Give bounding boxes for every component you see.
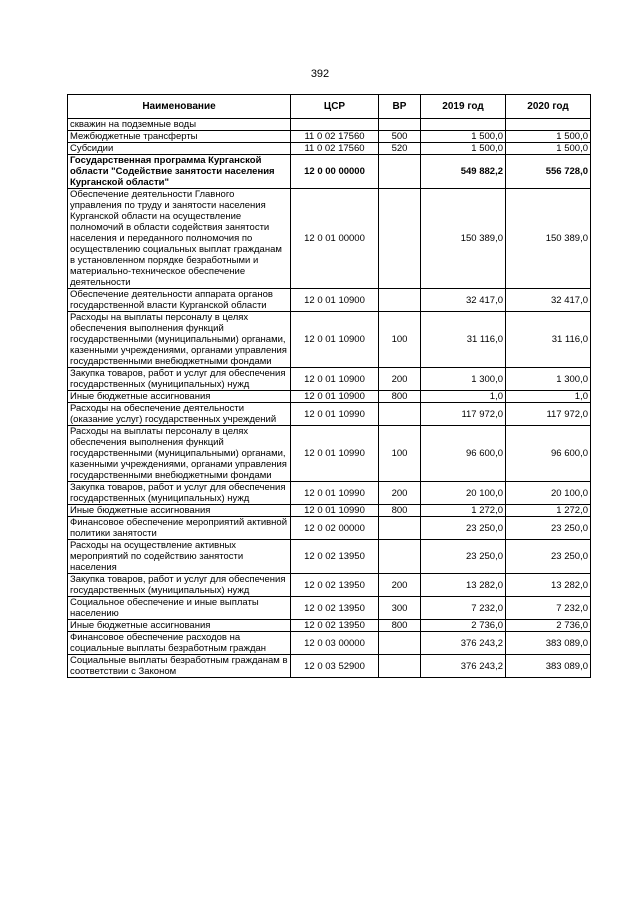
row-2020-cell: 1,0 xyxy=(506,391,591,403)
row-2020-cell: 7 232,0 xyxy=(506,597,591,620)
row-csr-cell: 12 0 01 10900 xyxy=(291,312,379,368)
table-row xyxy=(68,312,591,368)
header-2019: 2019 год xyxy=(421,95,506,119)
row-2019-cell: 96 600,0 xyxy=(421,426,506,482)
row-name-cell: Межбюджетные трансферты xyxy=(68,131,291,143)
row-csr-cell: 12 0 02 13950 xyxy=(291,597,379,620)
row-2020-cell: 1 300,0 xyxy=(506,368,591,391)
header-csr: ЦСР xyxy=(291,95,379,119)
row-2020-cell: 383 089,0 xyxy=(506,632,591,655)
header-2020: 2020 год xyxy=(506,95,591,119)
row-name-cell: Социальные выплаты безработным гражданам в соответствии с Законом xyxy=(68,655,291,678)
row-vr-cell: 300 xyxy=(379,597,421,620)
table-row xyxy=(68,517,591,540)
row-2020-cell: 150 389,0 xyxy=(506,189,591,289)
row-name-cell: скважин на подземные воды xyxy=(68,119,291,131)
row-csr-cell: 12 0 01 10990 xyxy=(291,403,379,426)
table-row xyxy=(68,289,591,312)
row-csr-cell: 12 0 00 00000 xyxy=(291,155,379,189)
row-vr-cell: 800 xyxy=(379,505,421,517)
row-vr-cell: 520 xyxy=(379,143,421,155)
row-name-cell: Расходы на выплаты персоналу в целях обеспечения выполнения функций государственными (муниципальными) органами, казенными учреждениями, органами управления государственными внебюджетными фондами xyxy=(68,426,291,482)
row-2019-cell: 150 389,0 xyxy=(421,189,506,289)
row-2019-cell: 1,0 xyxy=(421,391,506,403)
table-row xyxy=(68,620,591,632)
table-row xyxy=(68,403,591,426)
row-2020-cell: 383 089,0 xyxy=(506,655,591,678)
row-name-cell: Субсидии xyxy=(68,143,291,155)
table-row xyxy=(68,540,591,574)
row-name-cell: Расходы на осуществление активных мероприятий по содействию занятости населения xyxy=(68,540,291,574)
row-name-cell: Финансовое обеспечение мероприятий активной политики занятости xyxy=(68,517,291,540)
row-2019-cell: 1 500,0 xyxy=(421,143,506,155)
row-csr-cell: 12 0 03 52900 xyxy=(291,655,379,678)
row-vr-cell: 200 xyxy=(379,574,421,597)
table-row xyxy=(68,391,591,403)
row-2020-cell: 23 250,0 xyxy=(506,517,591,540)
header-name: Наименование xyxy=(68,95,291,119)
table-row xyxy=(68,189,591,289)
row-2019-cell: 1 272,0 xyxy=(421,505,506,517)
row-2020-cell: 1 500,0 xyxy=(506,143,591,155)
table-row xyxy=(68,597,591,620)
budget-table xyxy=(67,94,591,678)
row-2019-cell: 23 250,0 xyxy=(421,540,506,574)
page-number: 392 xyxy=(310,68,330,80)
row-2019-cell: 1 500,0 xyxy=(421,131,506,143)
row-csr-cell: 11 0 02 17560 xyxy=(291,131,379,143)
row-name-cell: Социальное обеспечение и иные выплаты населению xyxy=(68,597,291,620)
row-name-cell: Иные бюджетные ассигнования xyxy=(68,391,291,403)
row-2019-cell: 20 100,0 xyxy=(421,482,506,505)
row-csr-cell: 12 0 01 10990 xyxy=(291,482,379,505)
row-csr-cell: 12 0 03 00000 xyxy=(291,632,379,655)
row-2019-cell: 549 882,2 xyxy=(421,155,506,189)
table-row xyxy=(68,505,591,517)
header-vr: ВР xyxy=(379,95,421,119)
row-2019-cell: 376 243,2 xyxy=(421,655,506,678)
row-csr-cell: 12 0 02 00000 xyxy=(291,517,379,540)
row-2020-cell: 13 282,0 xyxy=(506,574,591,597)
table-row xyxy=(68,632,591,655)
row-2019-cell: 23 250,0 xyxy=(421,517,506,540)
row-vr-cell xyxy=(379,517,421,540)
row-2020-cell: 556 728,0 xyxy=(506,155,591,189)
row-2019-cell: 31 116,0 xyxy=(421,312,506,368)
row-2020-cell xyxy=(506,119,591,131)
row-2020-cell: 117 972,0 xyxy=(506,403,591,426)
row-name-cell: Закупка товаров, работ и услуг для обеспечения государственных (муниципальных) нужд xyxy=(68,368,291,391)
row-2020-cell: 1 272,0 xyxy=(506,505,591,517)
row-name-cell: Закупка товаров, работ и услуг для обеспечения государственных (муниципальных) нужд xyxy=(68,574,291,597)
row-csr-cell: 12 0 01 10990 xyxy=(291,505,379,517)
row-2020-cell: 32 417,0 xyxy=(506,289,591,312)
table-row xyxy=(68,426,591,482)
row-vr-cell: 200 xyxy=(379,482,421,505)
row-vr-cell: 800 xyxy=(379,391,421,403)
table-body xyxy=(68,119,591,678)
row-2019-cell: 2 736,0 xyxy=(421,620,506,632)
row-2019-cell: 1 300,0 xyxy=(421,368,506,391)
row-vr-cell: 500 xyxy=(379,131,421,143)
row-vr-cell xyxy=(379,655,421,678)
row-name-cell: Расходы на обеспечение деятельности (оказание услуг) государственных учреждений xyxy=(68,403,291,426)
row-2019-cell xyxy=(421,119,506,131)
row-2020-cell: 1 500,0 xyxy=(506,131,591,143)
row-2020-cell: 96 600,0 xyxy=(506,426,591,482)
row-name-cell: Закупка товаров, работ и услуг для обеспечения государственных (муниципальных) нужд xyxy=(68,482,291,505)
row-2020-cell: 2 736,0 xyxy=(506,620,591,632)
row-csr-cell: 12 0 01 10900 xyxy=(291,289,379,312)
row-2019-cell: 32 417,0 xyxy=(421,289,506,312)
row-vr-cell xyxy=(379,119,421,131)
row-2019-cell: 117 972,0 xyxy=(421,403,506,426)
row-csr-cell: 12 0 02 13950 xyxy=(291,540,379,574)
row-vr-cell xyxy=(379,155,421,189)
table-row xyxy=(68,143,591,155)
row-csr-cell xyxy=(291,119,379,131)
row-csr-cell: 12 0 01 00000 xyxy=(291,189,379,289)
row-name-cell: Иные бюджетные ассигнования xyxy=(68,505,291,517)
row-vr-cell xyxy=(379,189,421,289)
table-header-row xyxy=(68,95,591,119)
table-row xyxy=(68,155,591,189)
row-name-cell: Обеспечение деятельности аппарата органов государственной власти Курганской области xyxy=(68,289,291,312)
row-csr-cell: 12 0 02 13950 xyxy=(291,620,379,632)
row-name-cell: Государственная программа Курганской области "Содействие занятости населения Курганской области" xyxy=(68,155,291,189)
table-row xyxy=(68,655,591,678)
row-csr-cell: 12 0 01 10900 xyxy=(291,391,379,403)
row-vr-cell: 200 xyxy=(379,368,421,391)
row-name-cell: Обеспечение деятельности Главного управления по труду и занятости населения Курганской области на осуществление полномочий в области содействия занятости населения и переданного полномочия по осуществлению социальных выплат гражданам в установленном порядке безработными и материально-техническое обеспечение деятельности xyxy=(68,189,291,289)
row-csr-cell: 12 0 01 10900 xyxy=(291,368,379,391)
row-vr-cell: 100 xyxy=(379,312,421,368)
table-row xyxy=(68,482,591,505)
table-row xyxy=(68,119,591,131)
row-csr-cell: 12 0 02 13950 xyxy=(291,574,379,597)
row-name-cell: Расходы на выплаты персоналу в целях обеспечения выполнения функций государственными (муниципальными) органами, казенными учреждениями, органами управления государственными внебюджетными фондами xyxy=(68,312,291,368)
row-vr-cell xyxy=(379,540,421,574)
table-row xyxy=(68,131,591,143)
row-2020-cell: 20 100,0 xyxy=(506,482,591,505)
row-vr-cell xyxy=(379,403,421,426)
row-2019-cell: 376 243,2 xyxy=(421,632,506,655)
row-vr-cell: 800 xyxy=(379,620,421,632)
row-vr-cell xyxy=(379,289,421,312)
row-2020-cell: 31 116,0 xyxy=(506,312,591,368)
row-csr-cell: 11 0 02 17560 xyxy=(291,143,379,155)
table-row xyxy=(68,368,591,391)
row-name-cell: Финансовое обеспечение расходов на социальные выплаты безработным граждан xyxy=(68,632,291,655)
row-name-cell: Иные бюджетные ассигнования xyxy=(68,620,291,632)
row-2019-cell: 7 232,0 xyxy=(421,597,506,620)
row-2019-cell: 13 282,0 xyxy=(421,574,506,597)
row-vr-cell xyxy=(379,632,421,655)
row-csr-cell: 12 0 01 10990 xyxy=(291,426,379,482)
row-2020-cell: 23 250,0 xyxy=(506,540,591,574)
table-row xyxy=(68,574,591,597)
row-vr-cell: 100 xyxy=(379,426,421,482)
